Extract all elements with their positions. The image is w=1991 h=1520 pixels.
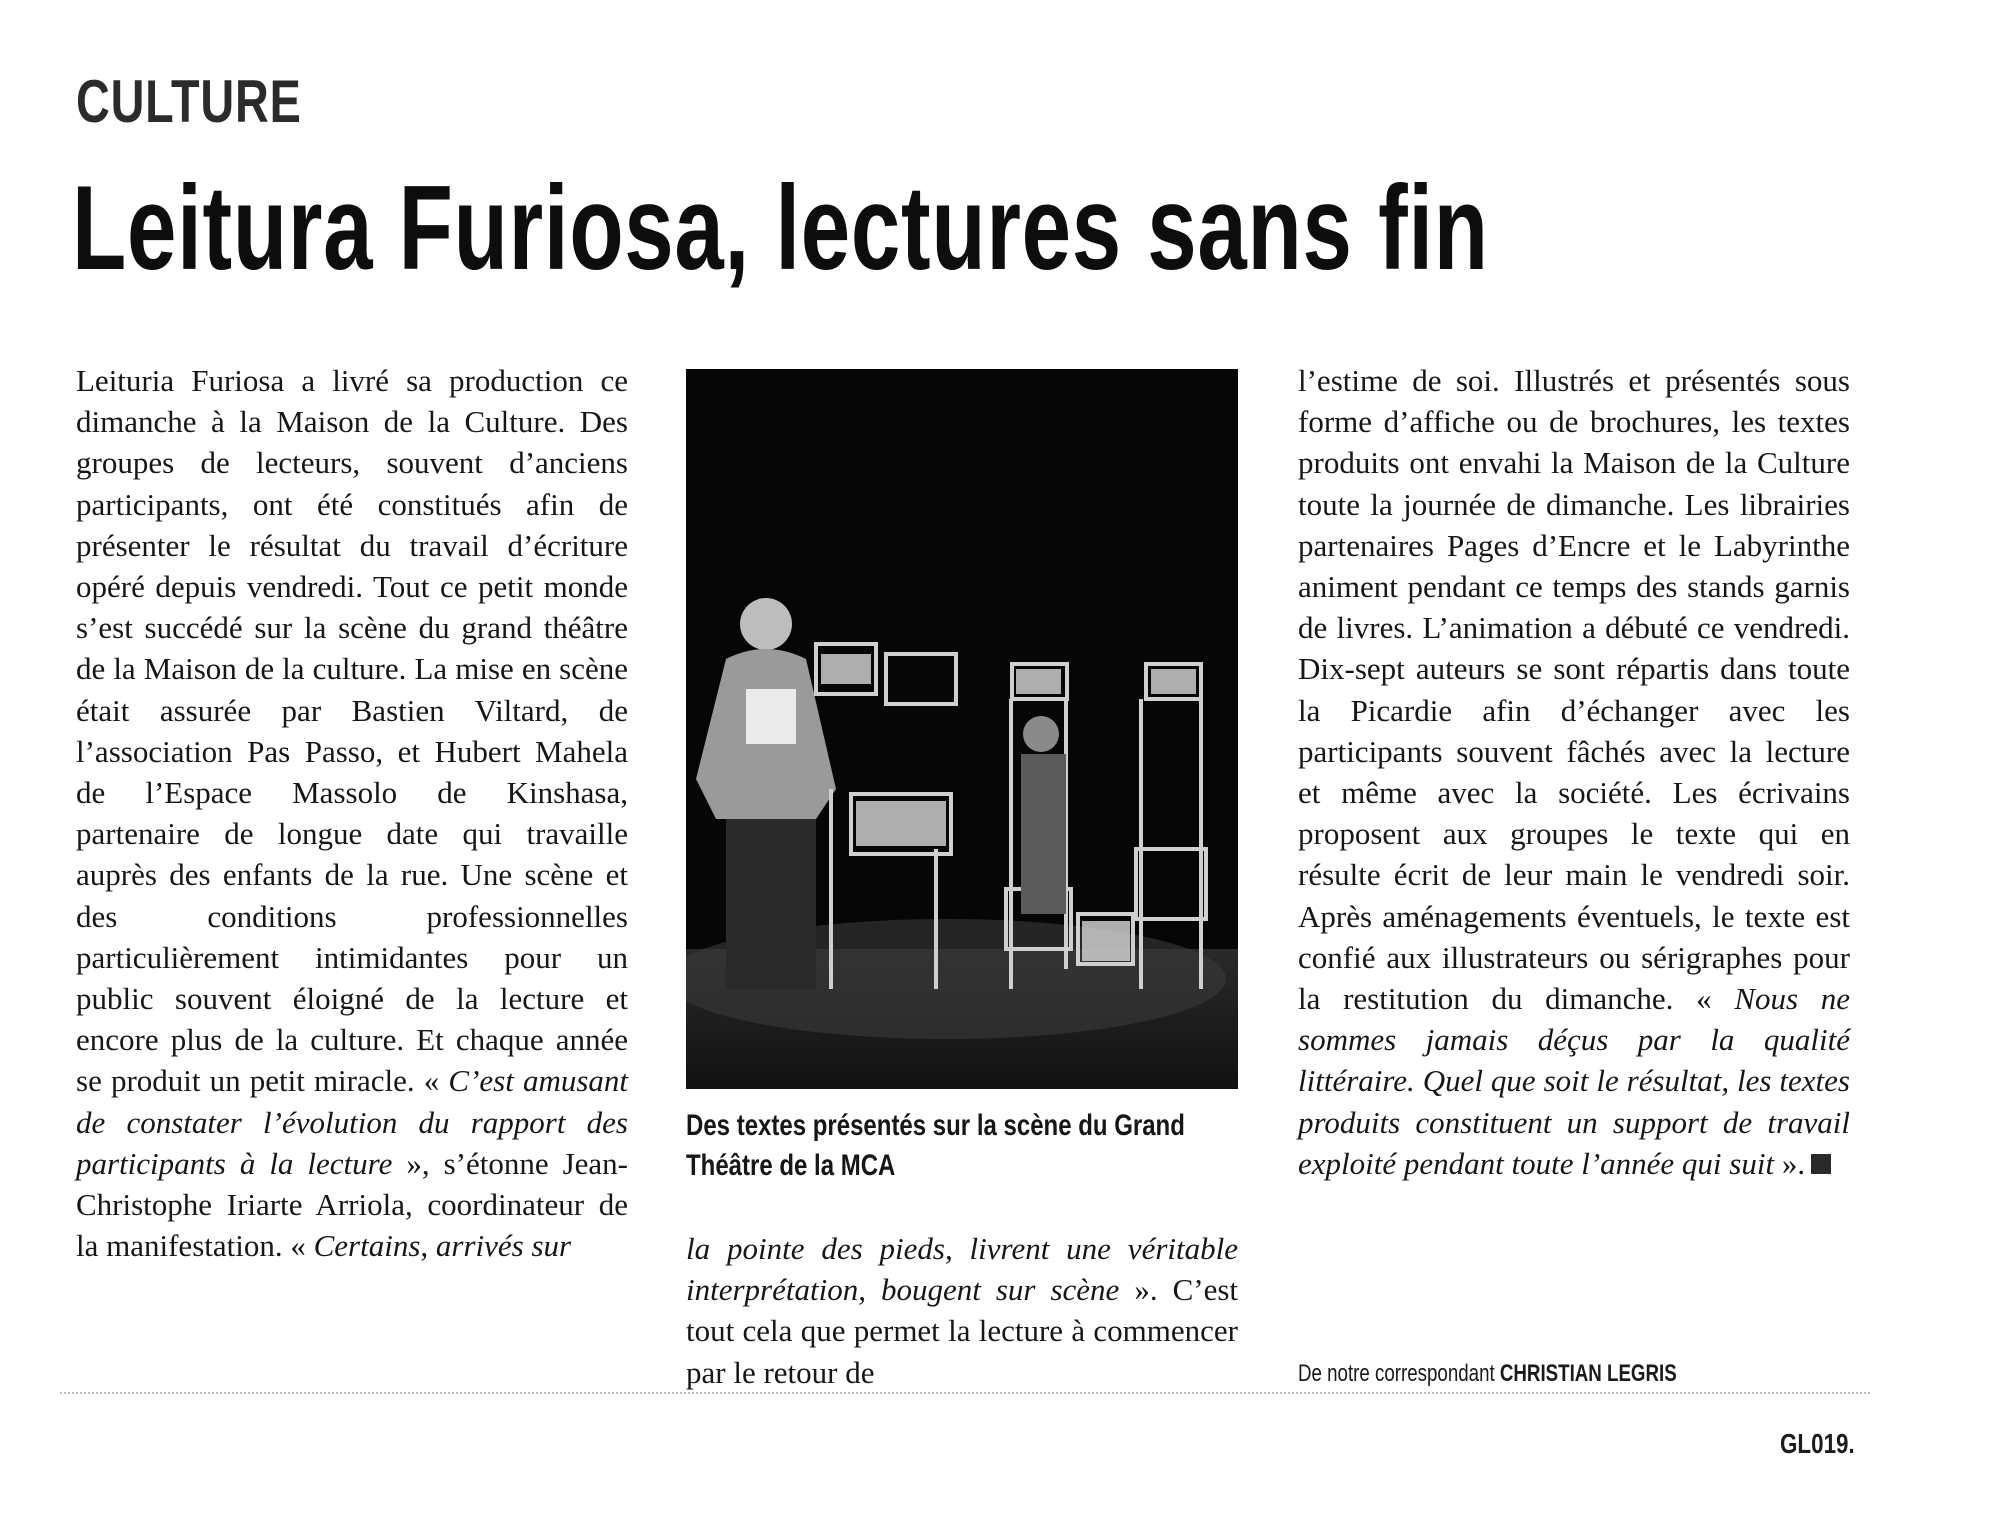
byline-author: CHRISTIAN LEGRIS bbox=[1499, 1360, 1677, 1387]
caption-line: Des textes présentés sur la scène du Grand bbox=[686, 1109, 1185, 1142]
body-text: », s’étonne Jean-Christophe Iriarte Arriola, coordinateur de la manifestation. « bbox=[76, 1145, 628, 1264]
stage-photo-icon bbox=[686, 369, 1238, 1089]
body-text: l’estime de soi. Illustrés et présentés sous forme d’affiche ou de brochures, les textes produits ont envahi la Maison de la Culture toute la journée de dimanche. Les librairies partenaires Pages d’Encre et le Labyrinthe animent pendant ce temps des stands garnis de livres. L’animation a débuté ce vendredi. Dix-sept auteurs se sont répartis dans toute la Picardie afin d’échanger avec les participants souvent fâchés avec la lecture et même avec la société. Les écrivains proposent aux groupes le texte qui en résulte écrit de leur main le vendredi soir. Après aménagements éventuels, le texte est confié aux illustrateurs ou sérigraphes pour la restitution du dimanche. « bbox=[1298, 363, 1850, 1017]
bottom-divider bbox=[60, 1392, 1870, 1394]
section-rubric: CULTURE bbox=[76, 68, 302, 135]
page-identifier: GL019. bbox=[1780, 1428, 1855, 1459]
stage-photo bbox=[686, 369, 1238, 1089]
quote-text: Nous ne sommes jamais déçus par la qualité littéraire. Quel que soit le résultat, les textes produits constituent un support de travail exploité pendant toute l’année qui suit bbox=[1298, 981, 1851, 1181]
quote-text: la pointe des pieds, livrent une véritable interprétation, bougent sur scène bbox=[686, 1231, 1238, 1308]
quote-text: C’est amusant de constater l’évolution du rapport des participants à la lecture bbox=[76, 1063, 629, 1181]
body-text: ». C’est tout cela que permet la lecture à commencer par le retour de bbox=[686, 1272, 1238, 1390]
column-3-paragraph bbox=[1298, 360, 1850, 1184]
column-1-paragraph bbox=[76, 360, 628, 1266]
end-mark-icon bbox=[1811, 1154, 1831, 1174]
byline bbox=[1298, 1360, 1677, 1388]
photo-caption bbox=[686, 1106, 1246, 1186]
caption-line: Théâtre de la MCA bbox=[686, 1149, 896, 1182]
body-text: ». bbox=[1781, 1145, 1806, 1181]
article-column-3 bbox=[1298, 360, 1850, 1184]
article-column-2 bbox=[686, 1228, 1238, 1393]
column-2-paragraph bbox=[686, 1228, 1238, 1393]
body-text: Leituria Furiosa a livré sa production ce dimanche à la Maison de la Culture. Des groupes de lecteurs, souvent d’anciens participants, ont été constitués afin de présenter le résultat du travail d’écriture opéré depuis vendredi. Tout ce petit monde s’est succédé sur la scène du grand théâtre de la Maison de la culture. La mise en scène était assurée par Bastien Viltard, de l’association Pas Passo, et Hubert Mahela de l’Espace Massolo de Kinshasa, partenaire de longue date qui travaille auprès des enfants de la rue. Une scène et des conditions professionnelles particulièrement intimidantes pour un public souvent éloigné de la lecture et encore plus de la culture. Et chaque année se produit un petit miracle. « bbox=[76, 363, 628, 1099]
byline-prefix: De notre correspondant bbox=[1298, 1360, 1495, 1387]
article-column-1 bbox=[76, 360, 628, 1266]
quote-text: Certains, arrivés sur bbox=[313, 1228, 572, 1264]
article-headline: Leitura Furiosa, lectures sans fin bbox=[72, 161, 1489, 295]
